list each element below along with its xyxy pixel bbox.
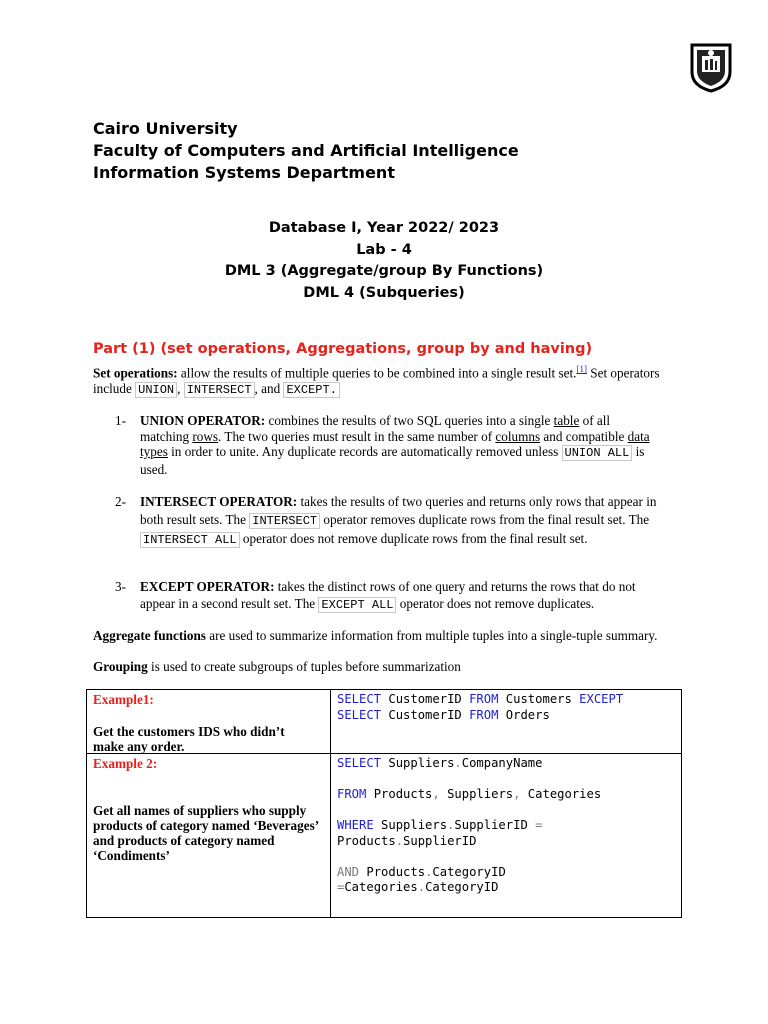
list-item-except: 3- EXCEPT OPERATOR: takes the distinct rows of one query and returns the rows that do not appear in a second result set. The EXCEPT ALL operator does not remove duplicates.	[115, 579, 636, 612]
lab-topic-1: DML 3 (Aggregate/group By Functions)	[224, 263, 544, 279]
set-operations-term: Set operations:	[93, 365, 178, 381]
grouping-paragraph: Grouping is used to create subgroups of tuples before summarization	[93, 659, 461, 674]
example2-title: Example 2:	[93, 756, 158, 771]
table-row	[87, 754, 682, 918]
list-item-union: 1- UNION OPERATOR: combines the results of two SQL queries into a single table of all matching rows. The two queries must result in the same number of columns and compatible data types in order to unite. Any duplicate records are automatically removed unless UNION ALL is used.	[115, 413, 650, 477]
faculty-name: Faculty of Computers and Artificial Intelligence	[93, 141, 519, 160]
lab-number: Lab - 4	[356, 241, 412, 258]
link-rows[interactable]: rows	[192, 428, 219, 444]
university-logo	[689, 42, 733, 94]
table-row	[87, 690, 682, 754]
aggregate-paragraph: Aggregate functions are used to summarize information from multiple tuples into a single-tuple summary.	[93, 628, 658, 643]
examples-table	[86, 689, 682, 918]
footnote-link[interactable]: [1]	[576, 364, 587, 374]
department-name: Information Systems Department	[93, 163, 395, 182]
course-header	[0, 218, 768, 304]
university-name: Cairo University	[93, 119, 238, 138]
example2-desc: Get all names of suppliers who supply products of category named ‘Beverages’ and products of category named ‘Condiments’	[93, 803, 319, 863]
set-operations-paragraph: Set operations: allow the results of multiple queries to be combined into a single result set.[1] Set operators include UNION , INTERSECT , and EXCEPT.	[93, 364, 660, 397]
code-except: EXCEPT.	[283, 382, 339, 398]
link-table[interactable]: table	[553, 413, 580, 428]
example2-code: SELECT Suppliers.CompanyName FROM Products, Suppliers, Categories WHERE Suppliers.SupplierID = Products.SupplierID AND Products.CategoryID =Categories.CategoryID	[331, 754, 682, 918]
example2-cell	[87, 754, 331, 918]
list-number: 2-	[115, 494, 126, 509]
lab-topic-2: DML 4 (Subqueries)	[303, 284, 465, 301]
code-intersect-all: INTERSECT ALL	[140, 532, 240, 548]
example1-cell	[87, 690, 331, 754]
code-intersect: INTERSECT	[184, 382, 255, 398]
list-number: 1-	[115, 413, 126, 428]
example1-code: SELECT CustomerID FROM Customers EXCEPT SELECT CustomerID FROM Orders	[331, 690, 682, 754]
example1-desc: Get the customers IDS who didn’t make any order.	[93, 724, 285, 754]
list-item-intersect: 2- INTERSECT OPERATOR: takes the results of two queries and returns only rows that appear in both result sets. The INTERSECT operator removes duplicate rows from the final result set. The INTERSECT ALL operator does not remove duplicate rows from the final result set.	[115, 494, 657, 547]
code-except-all: EXCEPT ALL	[318, 597, 396, 613]
code-union-all: UNION ALL	[562, 445, 633, 461]
course-title: Database I, Year 2022/ 2023	[268, 220, 500, 236]
link-columns[interactable]: columns	[495, 428, 541, 444]
list-number: 3-	[115, 579, 126, 594]
link-data-types[interactable]: data types	[140, 428, 650, 459]
part1-heading: Part (1) (set operations, Aggregations, group by and having)	[93, 341, 593, 357]
institution-header	[93, 118, 519, 184]
code-intersect-2: INTERSECT	[249, 513, 320, 529]
example1-title: Example1:	[93, 692, 154, 707]
code-union: UNION	[135, 382, 177, 398]
